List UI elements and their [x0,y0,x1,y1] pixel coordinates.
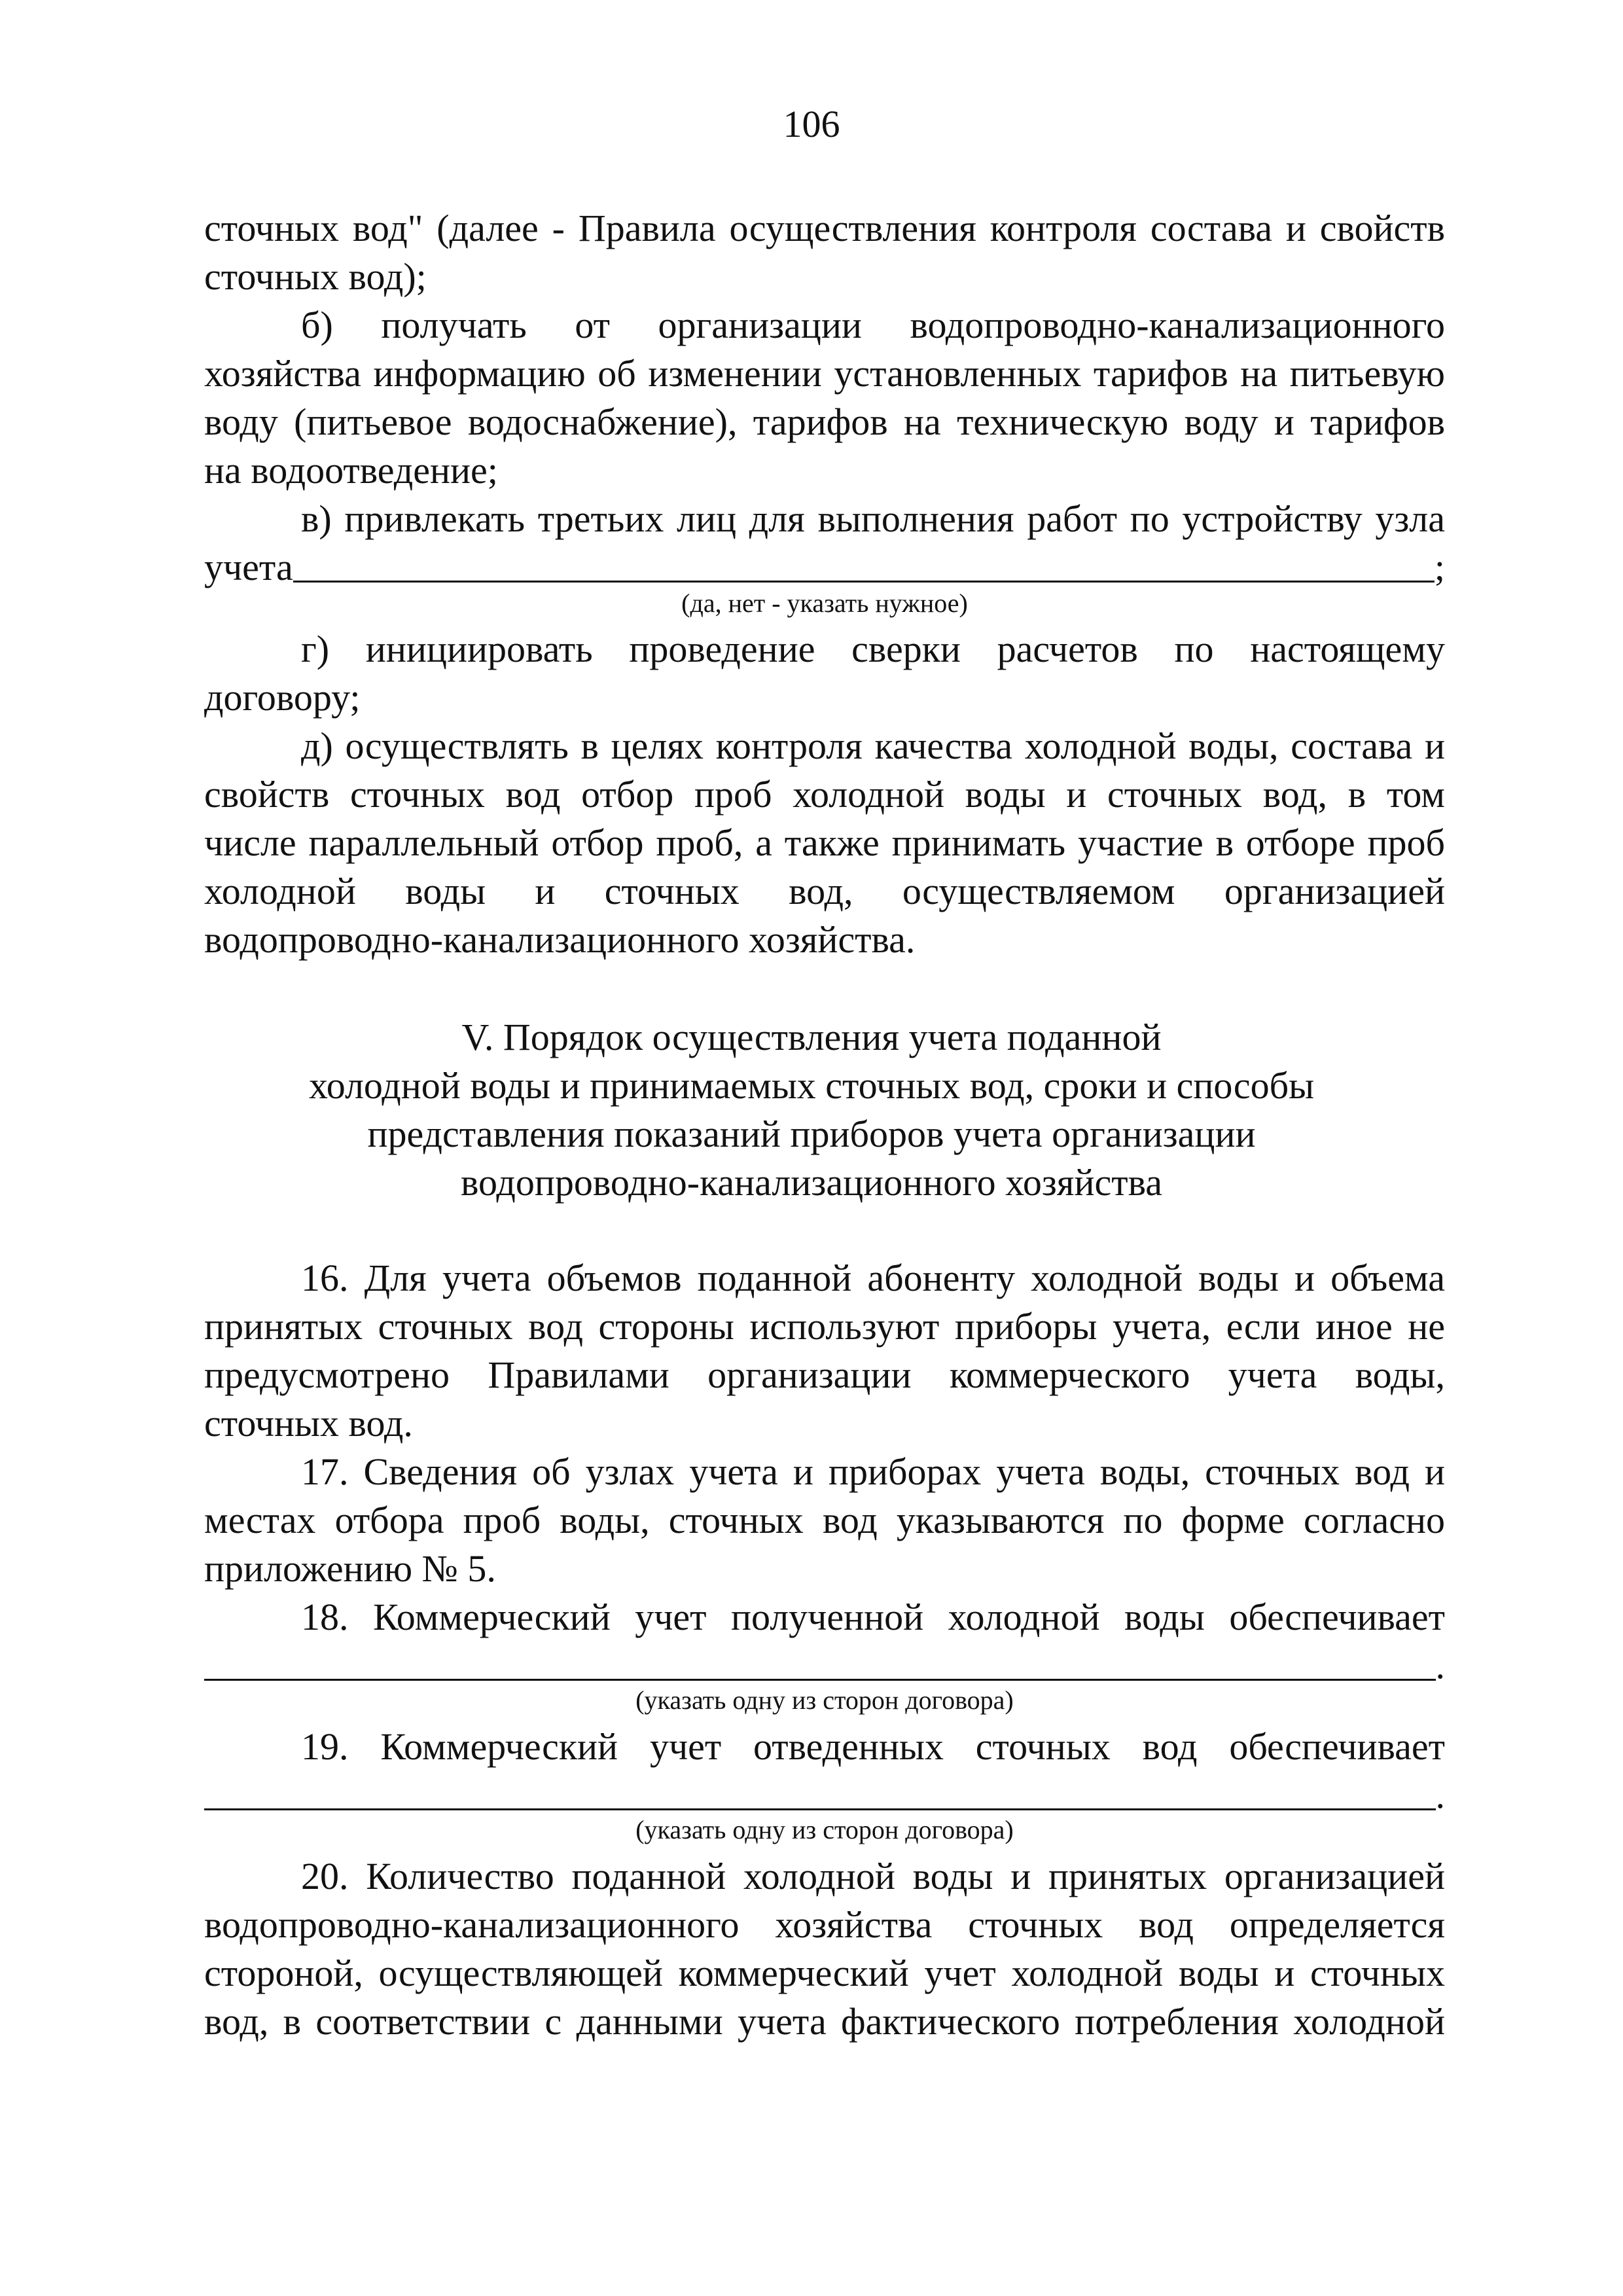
section-heading: V. Порядок осуществления учета поданной [461,1016,1162,1058]
field-caption: (указать одну из сторон договора) [635,1685,1014,1715]
paragraph-17-line: 17. Сведения об узлах учета и приборах учета воды, сточных вод и [301,1450,1445,1493]
page-number: 106 [783,103,840,145]
blank-underline [204,1808,1436,1810]
text-line: сточных вод. [204,1402,413,1444]
fill-in-field-18 [204,1641,1445,1690]
section-heading: водопроводно-канализационного хозяйства [461,1161,1162,1204]
text-line: договору; [204,676,361,719]
fill-prefix: учета [204,546,293,588]
paragraph-v-line: в) привлекать третьих лиц для выполнения работ по устройству узла [301,497,1445,540]
field-caption: (указать одну из сторон договора) [635,1815,1014,1844]
text-line: числе параллельный отбор проб, а также принимать участие в отборе проб [204,821,1445,864]
paragraph-20-line: 20. Количество поданной холодной воды и принятых организацией [301,1855,1445,1897]
fill-suffix: . [1435,1774,1445,1816]
text-line: принятых сточных вод стороны используют приборы учета, если иное не [204,1305,1445,1348]
paragraph-18-line: 18. Коммерческий учет полученной холодной воды обеспечивает [301,1596,1445,1638]
text-line: приложению № 5. [204,1547,496,1590]
section-heading: холодной воды и принимаемых сточных вод, сроки и способы [308,1064,1315,1107]
blank-underline [204,1679,1436,1681]
text-line: на водоотведение; [204,449,498,492]
paragraph-19-line: 19. Коммерческий учет отведенных сточных вод обеспечивает [301,1725,1445,1768]
text-line: сточных вод); [204,255,427,298]
paragraph-g-line: г) инициировать проведение сверки расчетов по настоящему [301,628,1445,670]
fill-in-field-v [204,543,1445,592]
text-line: водопроводно-канализационного хозяйства. [204,918,916,961]
paragraph-16-line: 16. Для учета объемов поданной абоненту холодной воды и объема [301,1257,1445,1299]
text-line: предусмотрено Правилами организации коммерческого учета воды, [204,1354,1445,1396]
text-line: сточных вод" (далее - Правила осуществления контроля состава и свойств [204,207,1445,249]
paragraph-b-line: б) получать от организации водопроводно-канализационного [301,304,1445,346]
fill-suffix: ; [1434,546,1445,588]
text-line: свойств сточных вод отбор проб холодной воды и сточных вод, в том [204,773,1445,816]
fill-suffix: . [1435,1644,1445,1687]
fill-in-field-19 [204,1771,1445,1820]
text-line: водопроводно-канализационного хозяйства сточных вод определяется [204,1903,1445,1946]
text-line: воду (питьевое водоснабжение), тарифов на техническую воду и тарифов [204,401,1445,443]
text-line: хозяйства информацию об изменении установленных тарифов на питьевую [204,352,1445,395]
field-caption: (да, нет - указать нужное) [681,588,968,618]
text-line: холодной воды и сточных вод, осуществляемом организацией [204,870,1445,912]
paragraph-d-line: д) осуществлять в целях контроля качества холодной воды, состава и [301,725,1445,767]
text-line: местах отбора проб воды, сточных вод указываются по форме согласно [204,1499,1445,1541]
blank-underline [293,581,1435,583]
text-line: вод, в соответствии с данными учета фактического потребления холодной [204,2000,1445,2043]
section-heading: представления показаний приборов учета организации [367,1113,1256,1155]
text-line: стороной, осуществляющей коммерческий учет холодной воды и сточных [204,1952,1445,1994]
